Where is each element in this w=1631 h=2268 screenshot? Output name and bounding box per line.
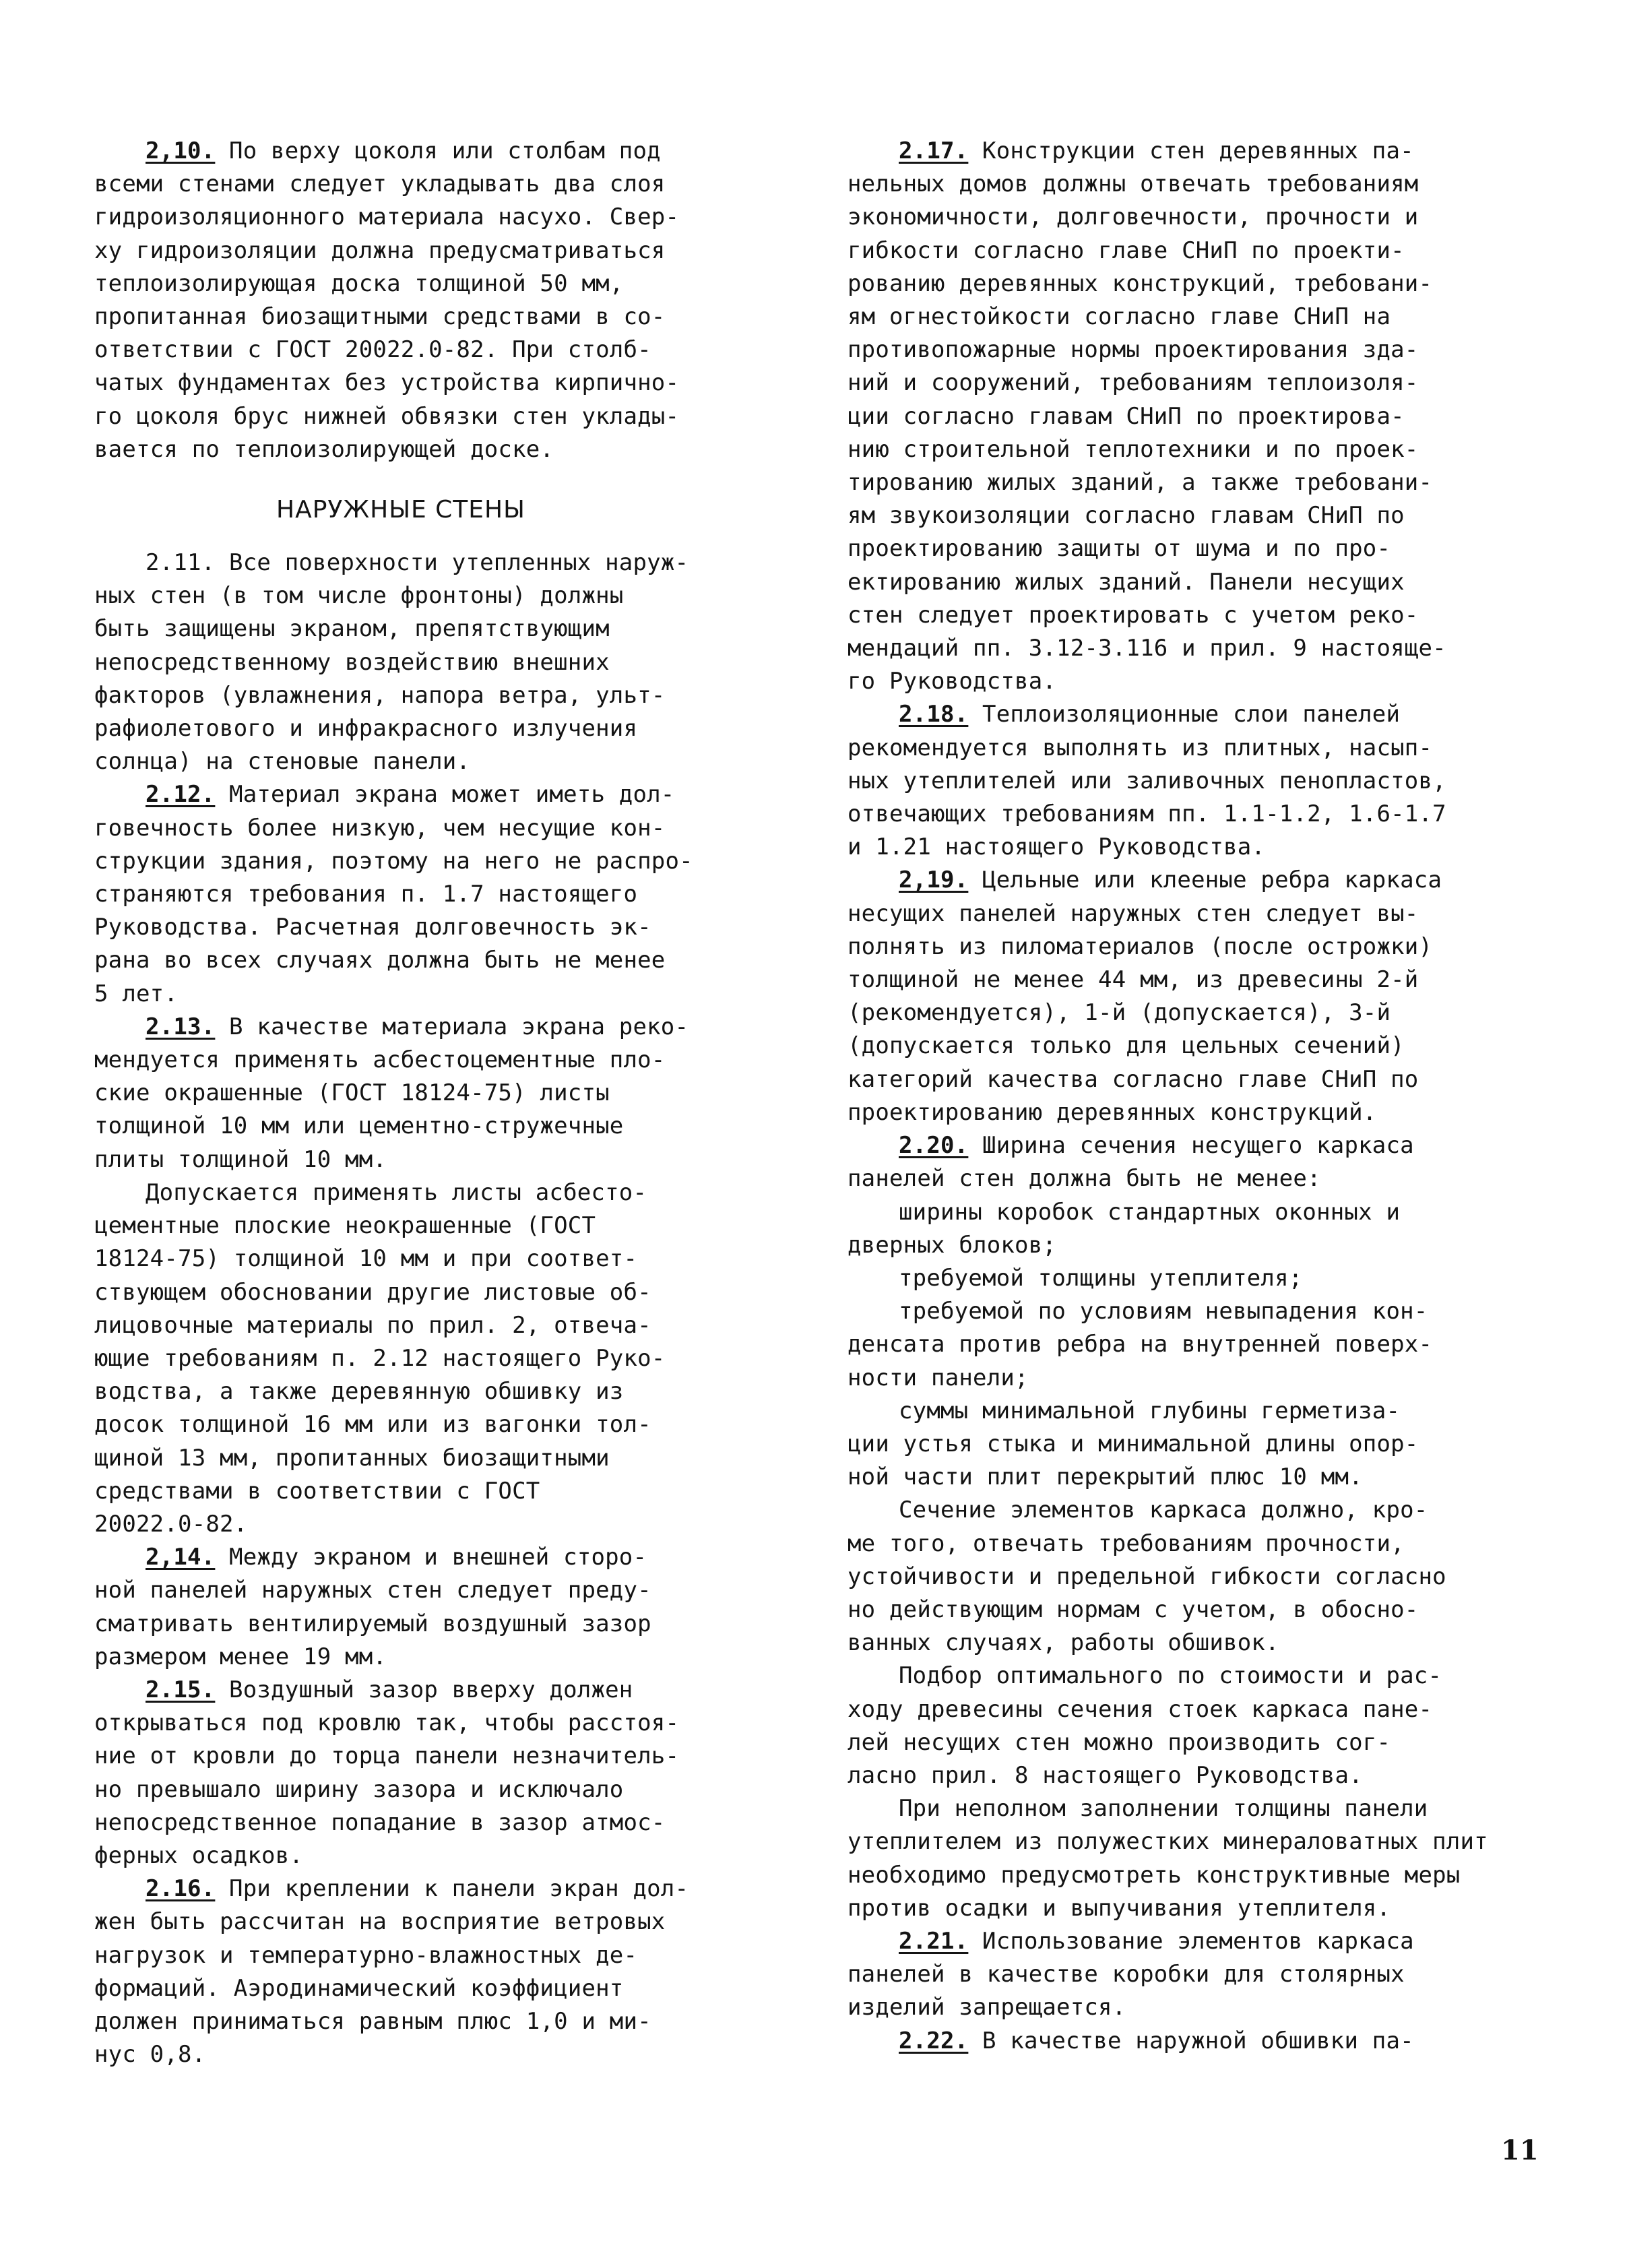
text-line-content: Ширина сечения несущего каркаса	[968, 1132, 1414, 1160]
text-line: ствующем обосновании другие листовые об-	[94, 1278, 651, 1306]
section-number: 2.21.	[899, 1927, 969, 1955]
section-number: 2.22.	[899, 2027, 969, 2054]
text-line: страняются требования п. 1.7 настоящего	[94, 881, 638, 908]
text-line: теплоизолирующая доска толщиной 50 мм,	[94, 270, 624, 297]
text-line: ответствии с ГОСТ 20022.0-82. При столб-	[94, 336, 651, 364]
text-line: средствами в соответствии с ГОСТ	[94, 1477, 540, 1505]
text-line: мендуется применять асбестоцементные пло-	[94, 1046, 666, 1074]
text-line: ний и сооружений, требованиям теплоизоля-	[848, 369, 1419, 397]
text-line: ме того, отвечать требованиям прочности,	[848, 1530, 1405, 1557]
paragraph	[848, 1196, 1528, 1262]
text-line: жен быть рассчитан на восприятие ветровых	[94, 1908, 666, 1936]
text-line: ции согласно главам СНиП по проектирова-	[848, 402, 1405, 430]
text-line: 5 лет.	[94, 980, 179, 1007]
text-line: должен приниматься равным плюс 1,0 и ми-	[94, 2007, 651, 2035]
text-line: (рекомендуется), 1-й (допускается), 3-й	[848, 999, 1391, 1027]
text-line-content: Использование элементов каркаса	[968, 1927, 1414, 1955]
text-line: нагрузок и температурно-влажностных де-	[94, 1941, 638, 1969]
text-line	[848, 698, 1528, 731]
text-line-content: В качестве наружной обшивки па-	[968, 2027, 1414, 2054]
text-line: солнца) на стеновые панели.	[94, 748, 471, 776]
paragraph	[94, 546, 758, 778]
text-line: 18124-75) толщиной 10 мм и при соответ-	[94, 1245, 638, 1273]
text-line: гибкости согласно главе СНиП по проекти-	[848, 237, 1405, 264]
text-line	[94, 1541, 758, 1574]
section-number: 2,19.	[899, 867, 969, 894]
text-line	[94, 1872, 758, 1905]
page-number: 11	[1501, 2135, 1539, 2166]
paragraph	[848, 1494, 1528, 1660]
paragraph	[848, 1660, 1528, 1792]
text-line: толщиной 10 мм или цементно-стружечные	[94, 1112, 624, 1140]
text-line: открываться под кровлю так, чтобы расстоя-	[94, 1709, 680, 1737]
text-line: ных утеплителей или заливочных пенопластов,	[848, 767, 1446, 794]
text-line: Допускается применять листы асбесто-	[146, 1178, 647, 1206]
text-line: вается по теплоизолирующей доске.	[94, 435, 554, 463]
text-line: ние от кровли до торца панели незначитель-	[94, 1742, 680, 1770]
text-line: ширины коробок стандартных оконных и	[899, 1198, 1401, 1226]
section-number: 2.17.	[899, 137, 969, 164]
text-line: ху гидроизоляции должна предусматриваться	[94, 237, 666, 264]
text-line: дверных блоков;	[848, 1231, 1057, 1259]
text-line-content: Между экраном и внешней сторо-	[215, 1544, 647, 1571]
text-line: го цоколя брус нижней обвязки стен уклады-	[94, 402, 680, 430]
text-line	[848, 864, 1528, 897]
paragraph	[94, 1011, 758, 1176]
paragraph	[848, 1395, 1528, 1494]
text-line: стен следует проектировать с учетом реко-	[848, 601, 1419, 629]
text-line: нельных домов должны отвечать требованиям	[848, 170, 1419, 198]
text-line: денсата против ребра на внутренней поверх-	[848, 1331, 1433, 1358]
text-line-content: В качестве материала экрана реко-	[215, 1013, 689, 1040]
text-line: чатых фундаментах без устройства кирпично-	[94, 369, 680, 397]
text-line: ной панелей наружных стен следует преду-	[94, 1577, 651, 1604]
paragraph	[94, 778, 758, 1010]
text-line: рованию деревянных конструкций, требовани-	[848, 270, 1433, 297]
text-line	[848, 135, 1528, 168]
text-line	[848, 1925, 1528, 1958]
text-line: ции устья стыка и минимальной длины опор-	[848, 1430, 1419, 1457]
text-line: против осадки и выпучивания утеплителя.	[848, 1894, 1391, 1922]
text-line: тированию жилых зданий, а также требовани-	[848, 469, 1433, 497]
text-line: размером менее 19 мм.	[94, 1643, 387, 1670]
text-line: несущих панелей наружных стен следует вы-	[848, 900, 1419, 927]
paragraph	[94, 1176, 758, 1541]
text-line: панелей стен должна быть не менее:	[848, 1165, 1321, 1193]
text-line: цементные плоские неокрашенные (ГОСТ	[94, 1212, 596, 1240]
text-line	[94, 778, 758, 811]
text-line: ной части плит перекрытий плюс 10 мм.	[848, 1463, 1363, 1491]
text-line: ности панели;	[848, 1364, 1029, 1391]
section-number: 2.15.	[146, 1676, 216, 1703]
text-line: но превышало ширину зазора и исключало	[94, 1775, 624, 1803]
section-number: 2.12.	[146, 781, 216, 809]
text-line: и 1.21 настоящего Руководства.	[848, 833, 1266, 861]
text-line: При неполном заполнении толщины панели	[899, 1795, 1428, 1823]
text-line-content: Конструкции стен деревянных па-	[968, 137, 1414, 164]
text-line: требуемой толщины утеплителя;	[899, 1264, 1303, 1292]
text-line-content: При креплении к панели экран дол-	[215, 1875, 689, 1903]
text-line: утеплителем из полужестких минераловатных плит	[848, 1828, 1488, 1856]
text-line	[94, 1674, 758, 1707]
text-line: водства, а также деревянную обшивку из	[94, 1378, 624, 1406]
text-line: формаций. Аэродинамический коэффициент	[94, 1974, 624, 2002]
section-number: 2.16.	[146, 1875, 216, 1903]
text-line: требуемой по условиям невыпадения кон-	[899, 1298, 1428, 1325]
text-line: щиной 13 мм, пропитанных биозащитными	[94, 1444, 610, 1472]
text-line: гидроизоляционного материала насухо. Свер-	[94, 203, 680, 231]
paragraph	[848, 698, 1528, 864]
text-line: пропитанная биозащитными средствами в со-	[94, 303, 666, 331]
text-line: отвечающих требованиям пп. 1.1-1.2, 1.6-1.7	[848, 800, 1446, 828]
text-line-content: Цельные или клееные ребра каркаса	[968, 867, 1442, 894]
text-line: ющие требованиям п. 2.12 настоящего Руко-	[94, 1344, 666, 1372]
paragraph	[94, 135, 758, 466]
text-line: быть защищены экраном, препятствующим	[94, 615, 610, 643]
text-line: струкции здания, поэтому на него не распро-	[94, 847, 693, 875]
text-line: Подбор оптимального по стоимости и рас-	[899, 1662, 1442, 1690]
text-line: 2.11. Все поверхности утепленных наруж-	[146, 549, 689, 577]
section-heading: НАРУЖНЫЕ СТЕНЫ	[276, 496, 525, 524]
text-line: рафиолетового и инфракрасного излучения	[94, 715, 638, 743]
right-column	[848, 135, 1528, 2058]
section-number: 2.18.	[899, 701, 969, 728]
text-line: лицовочные материалы по прил. 2, отвеча-	[94, 1311, 651, 1339]
section-number: 2.13.	[146, 1013, 216, 1040]
text-line: факторов (увлажнения, напора ветра, ульт-	[94, 681, 666, 709]
text-line-content: Воздушный зазор вверху должен	[215, 1676, 633, 1703]
text-line: лей несущих стен можно производить сог-	[848, 1728, 1391, 1756]
text-line	[94, 1011, 758, 1044]
text-line: го Руководства.	[848, 668, 1057, 695]
text-line: рекомендуется выполнять из плитных, насып-	[848, 734, 1433, 761]
text-line: ванных случаях, работы обшивок.	[848, 1629, 1279, 1657]
paragraph	[848, 2025, 1528, 2058]
text-line: необходимо предусмотреть конструктивные меры	[848, 1861, 1461, 1889]
text-line: (допускается только для цельных сечений)	[848, 1032, 1405, 1060]
text-line: всеми стенами следует укладывать два слоя	[94, 170, 666, 198]
text-line: нус 0,8.	[94, 2041, 206, 2069]
text-line: экономичности, долговечности, прочности и	[848, 203, 1419, 231]
text-line: досок толщиной 16 мм или из вагонки тол-	[94, 1411, 651, 1439]
text-line	[94, 135, 758, 168]
text-line: ектированию жилых зданий. Панели несущих	[848, 568, 1405, 596]
text-line: ям звукоизоляции согласно главам СНиП по	[848, 502, 1405, 530]
text-line: ям огнестойкости согласно главе СНиП на	[848, 303, 1391, 331]
text-line: полнять из пиломатериалов (после острожки)	[848, 933, 1433, 960]
text-line: ных стен (в том числе фронтоны) должны	[94, 582, 624, 610]
text-line: ходу древесины сечения стоек каркаса пане-	[848, 1695, 1433, 1723]
paragraph	[94, 1872, 758, 2071]
text-line: рана во всех случаях должна быть не менее	[94, 947, 666, 974]
paragraph	[848, 1262, 1528, 1295]
text-line-content: Теплоизоляционные слои панелей	[968, 701, 1401, 728]
text-line-content: Материал экрана может иметь дол-	[215, 781, 675, 809]
text-line: противопожарные нормы проектирования зда-	[848, 336, 1419, 364]
text-line: плиты толщиной 10 мм.	[94, 1145, 387, 1173]
text-line	[848, 1129, 1528, 1162]
section-number: 2,14.	[146, 1544, 216, 1571]
text-line: суммы минимальной глубины герметиза-	[899, 1397, 1401, 1424]
text-line: нию строительной теплотехники и по проек-	[848, 435, 1419, 463]
text-line: мендаций пп. 3.12-3.116 и прил. 9 настояще-	[848, 635, 1446, 662]
paragraph	[848, 1295, 1528, 1395]
section-number: 2,10.	[146, 137, 216, 164]
text-line: устойчивости и предельной гибкости согласно	[848, 1563, 1446, 1590]
text-line: категорий качества согласно главе СНиП по	[848, 1065, 1419, 1093]
paragraph	[94, 1674, 758, 1872]
text-line: толщиной не менее 44 мм, из древесины 2-й	[848, 966, 1419, 994]
left-column	[94, 135, 758, 2071]
text-line: непосредственное попадание в зазор атмос-	[94, 1808, 666, 1836]
paragraph	[848, 135, 1528, 698]
text-line: панелей в качестве коробки для столярных	[848, 1961, 1405, 1988]
text-line: проектированию защиты от шума и по про-	[848, 535, 1391, 563]
text-line	[848, 2025, 1528, 2058]
text-line: непосредственному воздействию внешних	[94, 648, 610, 676]
paragraph	[848, 1129, 1528, 1195]
paragraph	[848, 864, 1528, 1129]
text-line: ские окрашенные (ГОСТ 18124-75) листы	[94, 1079, 610, 1107]
text-line: ласно прил. 8 настоящего Руководства.	[848, 1761, 1363, 1789]
paragraph	[848, 1792, 1528, 1925]
text-line: проектированию деревянных конструкций.	[848, 1098, 1377, 1126]
text-line: изделий запрещается.	[848, 1994, 1126, 2021]
section-number: 2.20.	[899, 1132, 969, 1160]
text-line: говечность более низкую, чем несущие кон-	[94, 814, 666, 842]
text-line: но действующим нормам с учетом, в обосно-	[848, 1596, 1419, 1623]
paragraph	[848, 1925, 1528, 2025]
paragraph	[94, 1541, 758, 1674]
text-line: сматривать вентилируемый воздушный зазор	[94, 1610, 651, 1637]
text-line: Руководства. Расчетная долговечность эк-	[94, 914, 651, 941]
text-line: 20022.0-82.	[94, 1510, 248, 1538]
text-line: Сечение элементов каркаса должно, кро-	[899, 1497, 1428, 1524]
text-line: ферных осадков.	[94, 1841, 304, 1869]
text-line-content: По верху цоколя или столбам под	[215, 137, 661, 164]
